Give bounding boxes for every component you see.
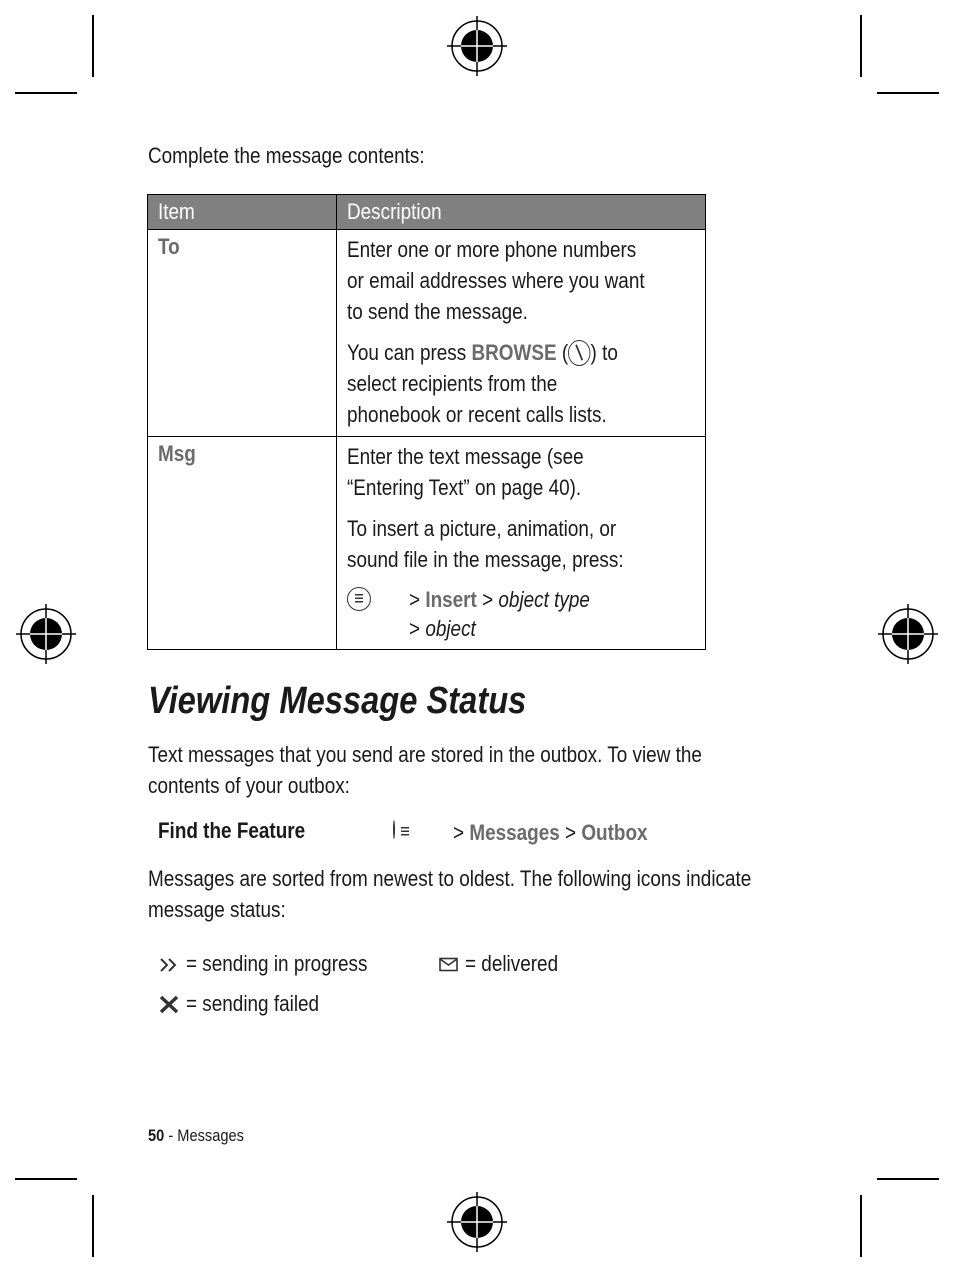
registration-mark-icon [445,14,509,78]
crop-mark [15,1178,77,1180]
x-icon [159,995,179,1014]
description-text: To insert a picture, animation, or sound file in the message, press: [347,516,624,572]
page-footer: 50 - Messages [148,1126,244,1145]
browse-key-icon [568,340,590,366]
registration-mark-icon [876,602,940,666]
crop-mark [877,92,939,94]
sort-paragraph: Messages are sorted from newest to oldest. The following icons indicate message status: [148,866,752,922]
footer-section: Messages [177,1126,244,1145]
crop-mark [92,15,94,77]
description-text: Enter the text message (see “Entering Text” on page 40). [347,444,584,500]
section-title: Viewing Message Status [148,680,527,722]
status-delivered-text: = delivered [465,951,559,976]
table-header-row [148,195,706,230]
crop-mark [15,92,77,94]
header-description: Description [337,195,706,230]
menu-key-icon [393,820,395,839]
registration-mark-icon [445,1190,509,1254]
double-chevron-icon [159,956,179,974]
table-row [148,230,706,437]
description-text: You can press BROWSE ( ) to select recipients from the phonebook or recent calls lists. [347,340,618,427]
menu-path-text: > Insert > object type > object [409,587,590,641]
message-contents-table [147,194,706,650]
item-cell: Msg [148,437,337,650]
status-sending-text: = sending in progress [186,951,368,976]
header-item: Item [148,195,337,230]
menu-path [347,585,695,643]
browse-keyword: BROWSE [471,340,557,365]
status-failed-text: = sending failed [186,991,320,1016]
page-number: 50 [148,1126,165,1145]
envelope-icon [439,957,458,972]
intro-text: Complete the message contents: [148,143,425,168]
find-feature-path: > Messages > Outbox [453,820,648,845]
description-cell [337,230,706,437]
menu-key-icon [347,587,371,611]
section-paragraph: Text messages that you send are stored in the outbox. To view the contents of your outbox: [148,742,702,798]
crop-mark [860,1195,862,1257]
description-cell [337,437,706,650]
crop-mark [92,1195,94,1257]
crop-mark [860,15,862,77]
item-cell: To [148,230,337,437]
description-text: Enter one or more phone numbers or email addresses where you want to send the message. [347,237,645,324]
crop-mark [877,1178,939,1180]
table-row [148,437,706,650]
registration-mark-icon [14,602,78,666]
find-feature-label: Find the Feature [158,818,306,843]
